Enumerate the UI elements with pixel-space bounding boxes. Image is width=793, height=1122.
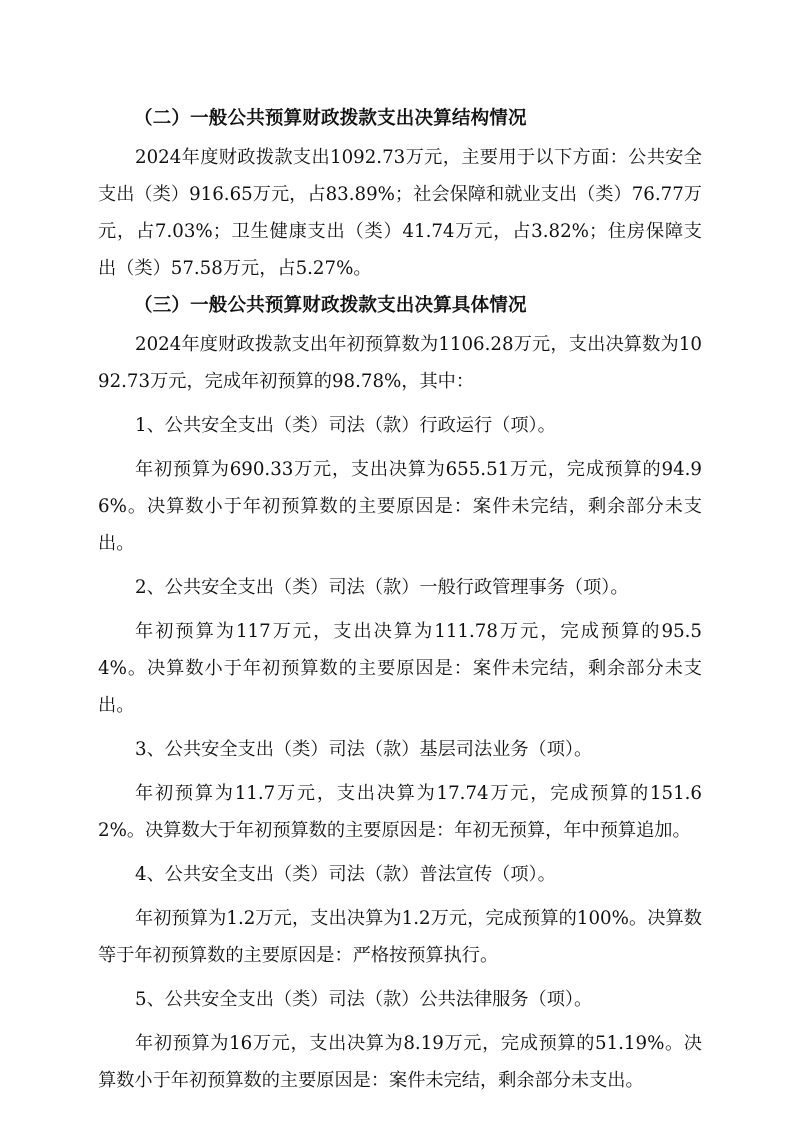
item-3-detail: 年初预算为11.7万元，支出决算为17.74万元，完成预算的151.62%。决算数大于年初预算数的主要原因是：年初无预算，年中预算追加。: [98, 783, 702, 841]
item-4-detail: 年初预算为1.2万元，支出决算为1.2万元，完成预算的100%。决算数等于年初预算数的主要原因是：严格按预算执行。: [98, 908, 702, 966]
section-3-intro: 2024年度财政拨款支出年初预算数为1106.28万元，支出决算数为1092.73万元，完成年初预算的98.78%，其中：: [98, 334, 702, 392]
item-3-title: 3、公共安全支出（类）司法（款）基层司法业务（项）。: [135, 739, 593, 760]
document-body: [98, 100, 702, 1099]
item-1-detail: 年初预算为690.33万元，支出决算为655.51万元，完成预算的94.96%。决算数小于年初预算数的主要原因是：案件未完结，剩余部分未支出。: [98, 459, 702, 554]
section-2-paragraph: 2024年度财政拨款支出1092.73万元，主要用于以下方面：公共安全支出（类）916.65万元，占83.89%；社会保障和就业支出（类）76.77万元，占7.03%；卫生健康支出（类）41.74万元，占3.82%；住房保障支出（类）57.58万元，占5.27%。: [98, 147, 702, 279]
section-2-heading: （二）一般公共预算财政拨款支出决算结构情况: [134, 108, 527, 129]
item-5-detail: 年初预算为16万元，支出决算为8.19万元，完成预算的51.19%。决算数小于年初预算数的主要原因是：案件未完结，剩余部分未支出。: [98, 1033, 702, 1091]
item-4-title: 4、公共安全支出（类）司法（款）普法宣传（项）。: [135, 864, 556, 885]
item-2-title: 2、公共安全支出（类）司法（款）一般行政管理事务（项）。: [135, 577, 629, 598]
item-5-title: 5、公共安全支出（类）司法（款）公共法律服务（项）。: [135, 989, 593, 1010]
item-1-title: 1、公共安全支出（类）司法（款）行政运行（项）。: [135, 415, 556, 436]
section-3-heading: （三）一般公共预算财政拨款支出决算具体情况: [134, 295, 527, 316]
item-2-detail: 年初预算为117万元，支出决算为111.78万元，完成预算的95.54%。决算数小于年初预算数的主要原因是：案件未完结，剩余部分未支出。: [98, 621, 702, 716]
